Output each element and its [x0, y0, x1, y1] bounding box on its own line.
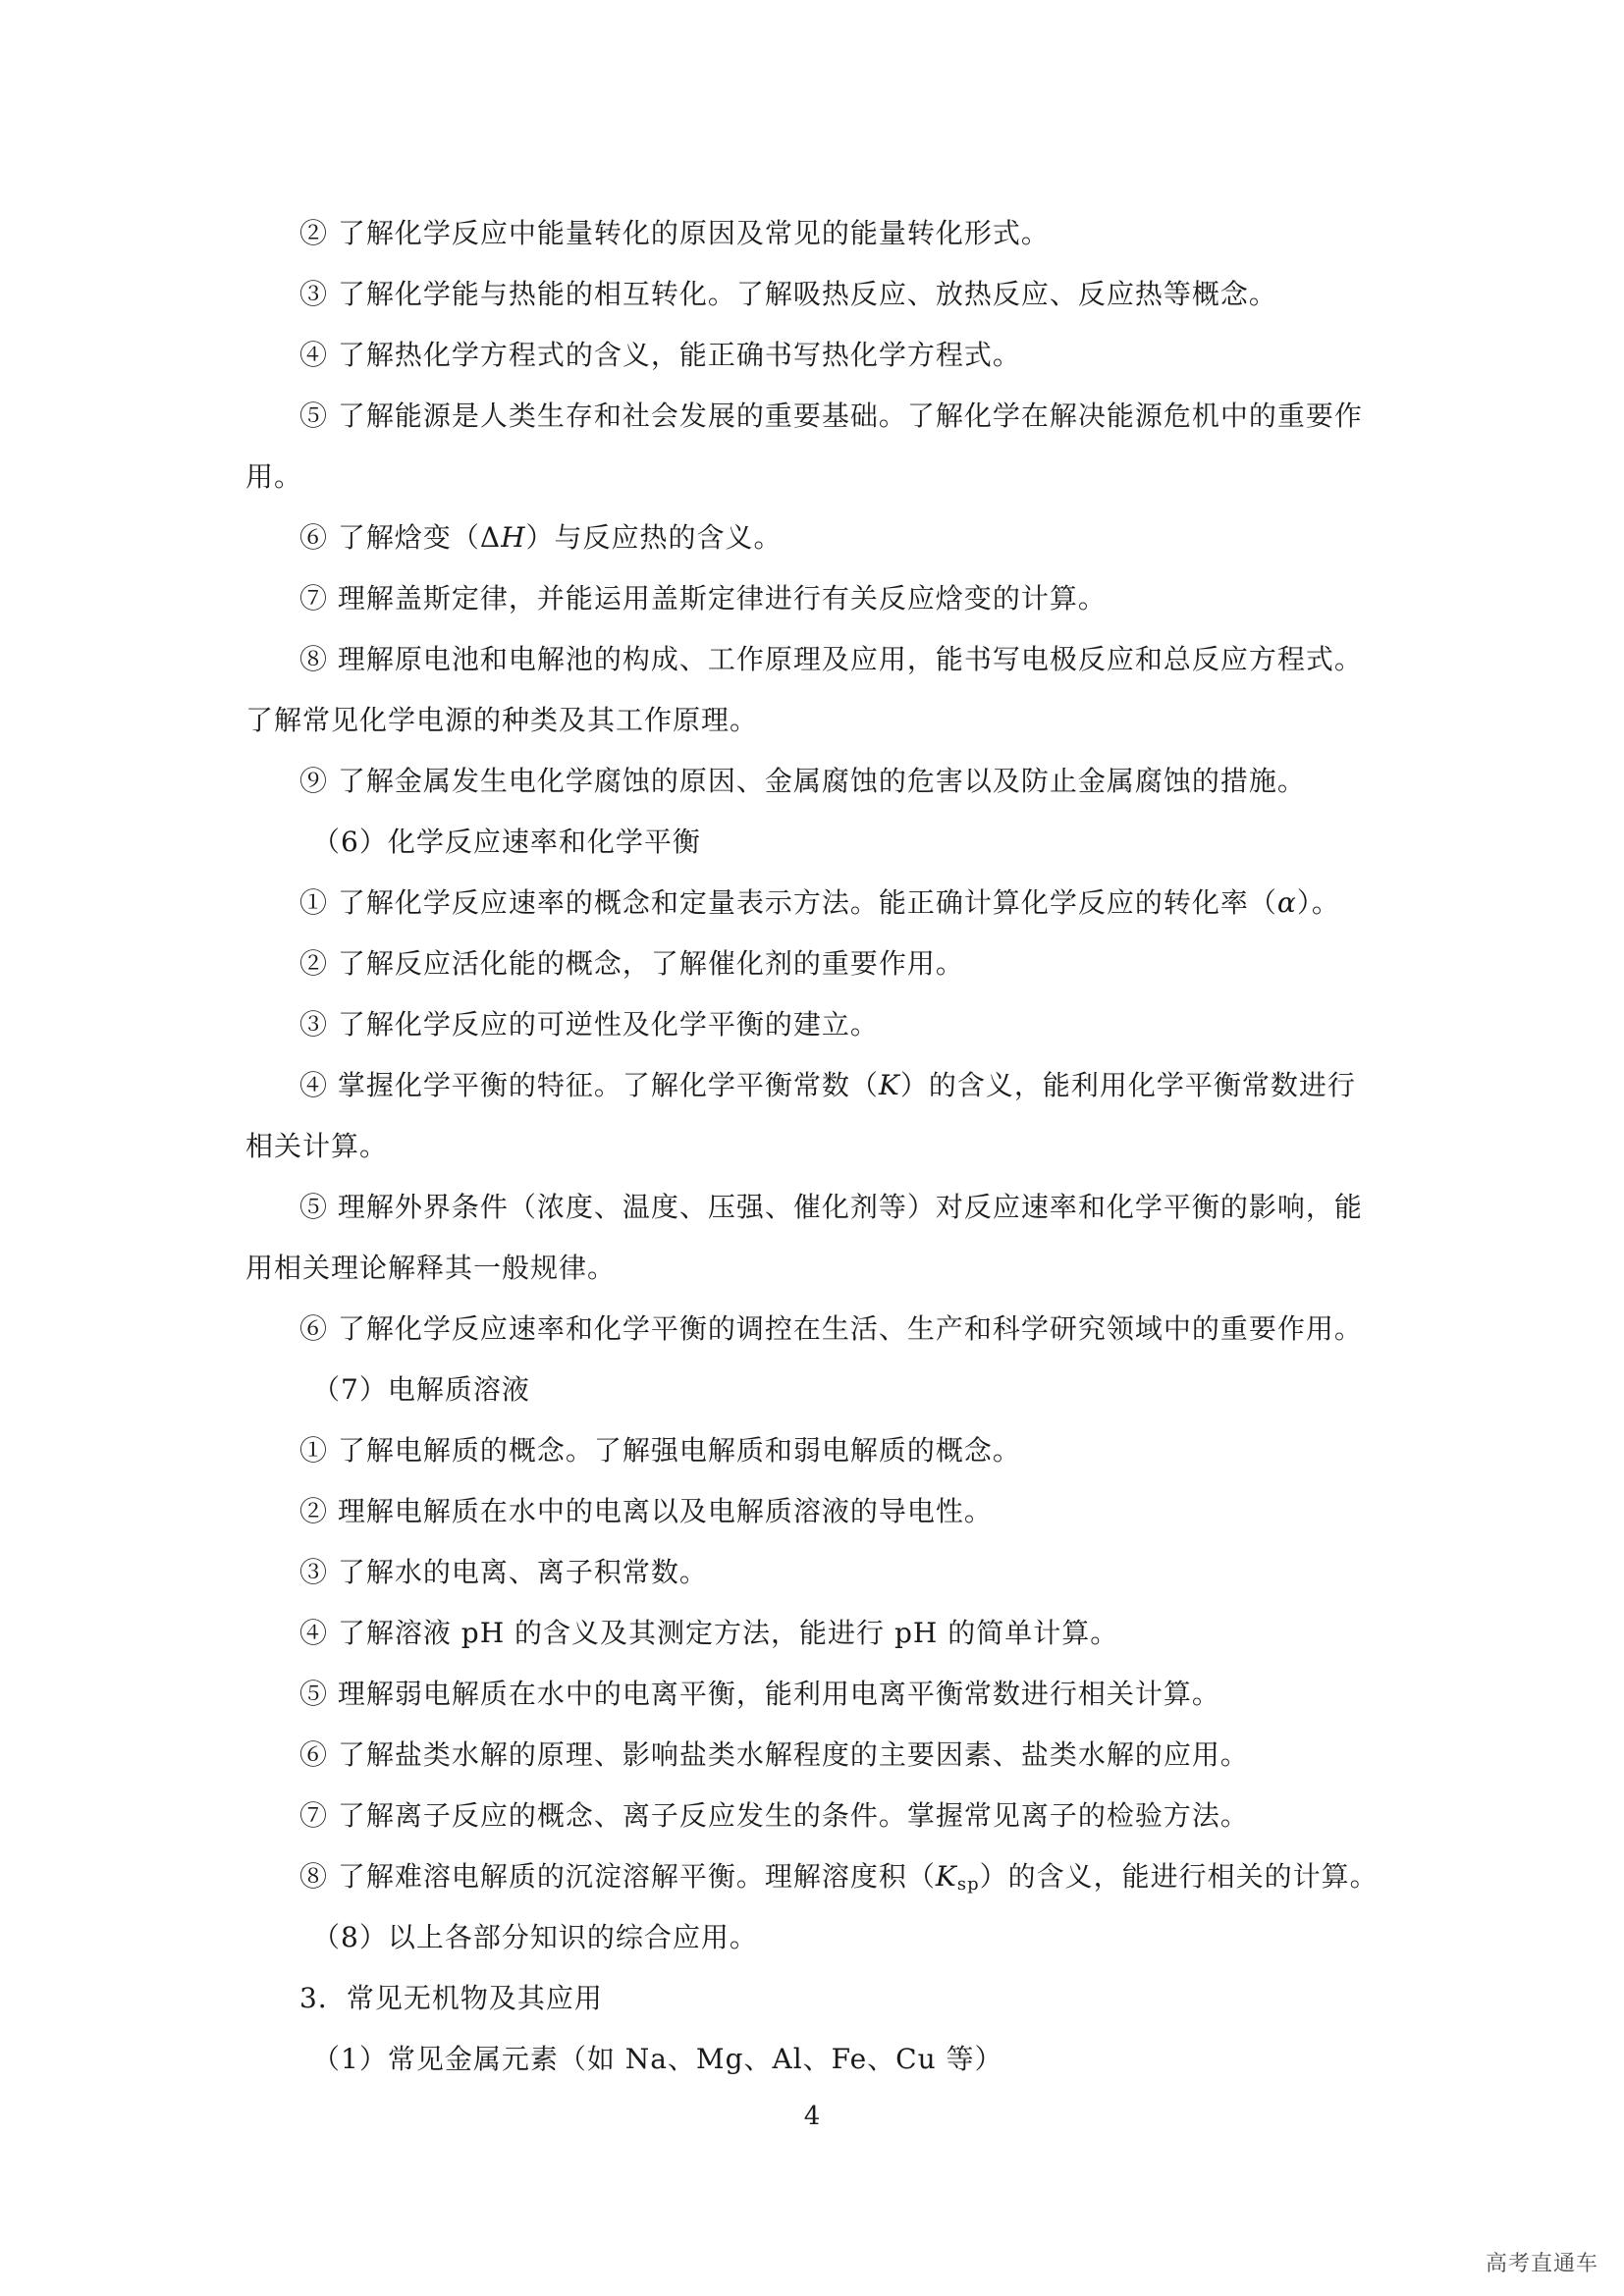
text-line-10: ⑨ 了解金属发生电化学腐蚀的原因、金属腐蚀的危害以及防止金属腐蚀的措施。 [299, 765, 1306, 797]
text-line-18: 用相关理论解释其一般规律。 [245, 1252, 617, 1284]
text-line-1: ② 了解化学反应中能量转化的原因及常见的能量转化形式。 [299, 217, 1050, 249]
text-line-13: ② 了解反应活化能的概念，了解催化剂的重要作用。 [299, 947, 964, 980]
watermark-text: 高考直通车 [1485, 2252, 1598, 2276]
text-line-5: 用。 [245, 460, 303, 493]
text-line-19: ⑥ 了解化学反应速率和化学平衡的调控在生活、生产和科学研究领域中的重要作用。 [299, 1312, 1363, 1345]
text-line-9: 了解常见化学电源的种类及其工作原理。 [245, 704, 759, 736]
text-line-7: ⑦ 理解盖斯定律，并能运用盖斯定律进行有关反应焓变的计算。 [299, 582, 1107, 614]
text-line-28: ⑧ 了解难溶电解质的沉淀溶解平衡。理解溶度积$(K_{sp})$的含义，能进行相关的计算。 [299, 1860, 1379, 1895]
page-number: 4 [803, 2102, 821, 2131]
text-line-6: ⑥ 了解焓变（ΔH）与反应热的含义。 [299, 521, 783, 554]
text-line-26: ⑥ 了解盐类水解的原理、影响盐类水解程度的主要因素、盐类水解的应用。 [299, 1738, 1249, 1771]
text-line-23: ③ 了解水的电离、离子积常数。 [299, 1556, 708, 1588]
text-line-24: ④ 了解溶液 pH 的含义及其测定方法，能进行 pH 的简单计算。 [299, 1617, 1119, 1649]
text-line-27: ⑦ 了解离子反应的概念、离子反应发生的条件。掌握常见离子的检验方法。 [299, 1799, 1249, 1832]
text-line-11: （6）化学反应速率和化学平衡 [312, 826, 701, 858]
text-line-12: ① 了解化学反应速率的概念和定量表示方法。能正确计算化学反应的转化率（α）。 [299, 886, 1340, 919]
text-line-16: 相关计算。 [245, 1130, 389, 1162]
text-line-2: ③ 了解化学能与热能的相互转化。了解吸热反应、放热反应、反应热等概念。 [299, 278, 1277, 310]
text-line-20: （7）电解质溶液 [312, 1373, 530, 1406]
text-line-25: ⑤ 理解弱电解质在水中的电离平衡，能利用电离平衡常数进行相关计算。 [299, 1678, 1220, 1710]
text-line-21: ① 了解电解质的概念。了解强电解质和弱电解质的概念。 [299, 1434, 1021, 1467]
text-line-29: （8）以上各部分知识的综合应用。 [312, 1921, 758, 1953]
text-line-31: （1）常见金属元素（如 Na、Mg、Al、Fe、Cu 等） [312, 2043, 1003, 2075]
text-line-30: 3．常见无机物及其应用 [299, 1982, 603, 2014]
text-line-3: ④ 了解热化学方程式的含义，能正确书写热化学方程式。 [299, 339, 1021, 371]
text-line-4: ⑤ 了解能源是人类生存和社会发展的重要基础。了解化学在解决能源危机中的重要作 [299, 400, 1363, 432]
text-line-8: ⑧ 理解原电池和电解池的构成、工作原理及应用，能书写电极反应和总反应方程式。 [299, 643, 1363, 675]
text-line-14: ③ 了解化学反应的可逆性及化学平衡的建立。 [299, 1008, 879, 1041]
text-line-15: ④ 掌握化学平衡的特征。了解化学平衡常数（K）的含义，能利用化学平衡常数进行 [299, 1069, 1356, 1101]
text-line-22: ② 理解电解质在水中的电离以及电解质溶液的导电性。 [299, 1495, 993, 1527]
text-line-17: ⑤ 理解外界条件（浓度、温度、压强、催化剂等）对反应速率和化学平衡的影响，能 [299, 1191, 1363, 1223]
